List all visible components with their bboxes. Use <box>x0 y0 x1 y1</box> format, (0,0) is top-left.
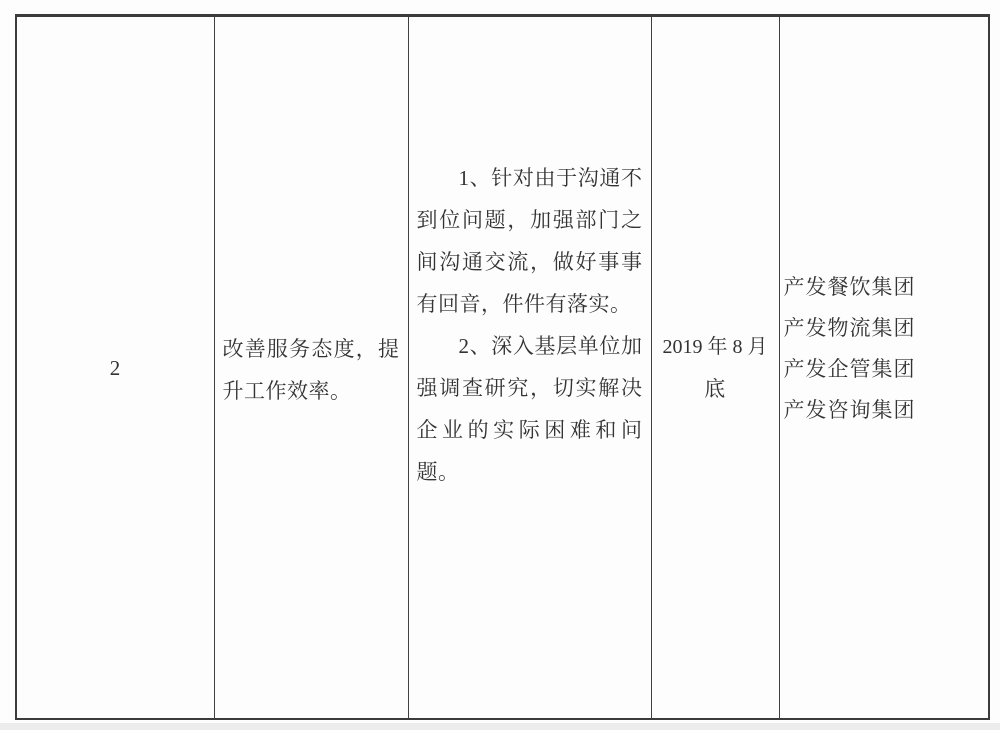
table-row <box>16 16 989 720</box>
responsible-unit: 产发咨询集团 <box>783 397 916 422</box>
action-paragraph-1: 1、针对由于沟通不到位问题，加强部门之间沟通交流，做好事事有回音，件件有落实。 <box>416 165 643 316</box>
cell-responsible-units <box>779 16 989 720</box>
responsible-unit: 产发企管集团 <box>783 356 916 381</box>
scan-edge-artifact <box>0 723 1000 730</box>
action-plan-table <box>15 14 990 720</box>
responsible-unit: 产发物流集团 <box>783 315 916 340</box>
action-paragraph-2: 2、深入基层单位加强调查研究，切实解决企业的实际困难和问题。 <box>416 333 643 484</box>
units-block <box>784 267 985 469</box>
actions-block <box>417 157 643 579</box>
cell-actions <box>408 16 651 720</box>
measure-text: 改善服务态度，提升工作效率。 <box>222 336 400 403</box>
deadline-line-2: 底 <box>704 377 726 401</box>
cell-measure <box>214 16 408 720</box>
cell-row-number <box>16 16 214 720</box>
deadline-line-1: 2019 年 8 月 <box>662 336 768 358</box>
cell-deadline <box>651 16 779 720</box>
responsible-unit: 产发餐饮集团 <box>783 274 916 299</box>
deadline-text <box>656 325 775 410</box>
row-number: 2 <box>109 355 121 380</box>
